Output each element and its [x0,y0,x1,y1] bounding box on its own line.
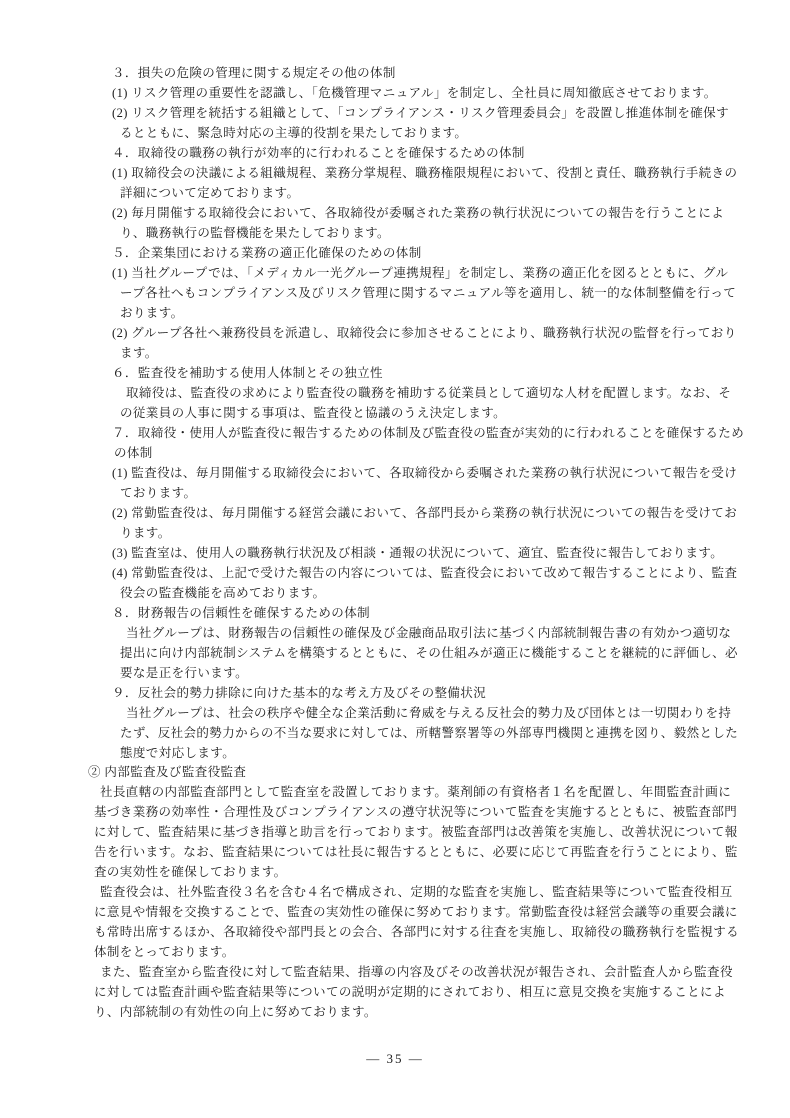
text-line: の体制 [114,446,153,460]
text-line: ５．企業集団における業務の適正化確保のための体制 [112,246,422,260]
text-line: ます。 [120,346,158,360]
text-line: ４．取締役の職務の執行が効率的に行われることを確保するための体制 [112,146,525,160]
text-line: ３．損失の危険の管理に関する規定その他の体制 [112,66,396,80]
text-line: ープ各社へもコンプライアンス及びリスク管理に関するマニュアル等を適用し、統一的な体制整備を行って [120,286,737,300]
text-line: 告を行います。なお、監査結果については社長に報告するとともに、必要に応じて再監査を行うことにより、監 [94,845,738,859]
text-line: 提出に向け内部統制システムを構築するとともに、その仕組みが適正に機能することを継続的に評価し、必 [120,646,738,660]
text-line: 取締役は、監査役の求めにより監査役の職務を補助する従業員として適切な人材を配置します。なお、そ [126,386,732,400]
text-line: また、監査室から監査役に対して監査結果、指導の内容及びその改善状況が報告され、会計監査人から監査役 [100,965,733,979]
text-line: たず、反社会的勢力からの不当な要求に対しては、所轄警察署等の外部専門機関と連携を図り、毅然とした [120,726,739,740]
text-line: 役会の監査機能を高めております。 [120,586,326,600]
text-line: ８．財務報告の信頼性を確保するための体制 [112,606,371,620]
text-line: 監査役会は、社外監査役３名を含む４名で構成され、定期的な監査を実施し、監査結果等について監査役相互 [100,885,733,899]
text-line: り、職務執行の監督機能を果たしております。 [120,226,390,240]
text-line: (3) 監査室は、使用人の職務執行状況及び相談・通報の状況について、適宜、監査役に報告しております。 [112,546,724,560]
text-line: (4) 常勤監査役は、上記で受けた報告の内容については、監査役会において改めて報告することにより、監査 [112,566,738,580]
text-line: 態度で対応します。 [120,746,236,760]
text-line: に対して、監査結果に基づき指導と助言を行っております。被監査部門は改善策を実施し、改善状況について報 [94,825,738,839]
text-line: おります。 [120,306,184,320]
text-line: ９．反社会的勢力排除に向けた基本的な考え方及びその整備状況 [112,686,487,700]
text-line: の従業員の人事に関する事項は、監査役と協議のうえ決定します。 [120,406,507,420]
text-line: 要な是正を行います。 [120,666,249,680]
text-line: も常時出席するほか、各取締役や部門長との会合、各部門に対する往査を実施し、取締役の職務執行を監視する [94,925,740,939]
page-number: ― 35 ― [366,1051,424,1066]
text-line: ７．取締役・使用人が監査役に報告するための体制及び監査役の監査が実効的に行われることを確保するため [112,426,745,440]
text-line: 当社グループは、社会の秩序や健全な企業活動に脅威を与える反社会的勢力及び団体とは一切関わりを持 [126,706,732,720]
text-line: ります。 [120,526,171,540]
internal-control-system-section [112,63,762,763]
text-line: るとともに、緊急時対応の主導的役割を果たしております。 [120,126,468,140]
text-line: (2) 常勤監査役は、毎月開催する経営会議において、各部門長から業務の執行状況についての報告を受けてお [112,506,738,520]
text-line: (2) 毎月開催する取締役会において、各取締役が委嘱された業務の執行状況についての報告を行うことによ [112,206,725,220]
text-line: 社長直轄の内部監査部門として監査室を設置しております。薬剤師の有資格者１名を配置し、年間監査計画に [100,785,732,799]
text-line: に意見や情報を交換することで、監査の実効性の確保に努めております。常勤監査役は経営会議等の重要会議に [94,905,738,919]
text-line: 当社グループは、財務報告の信頼性の確保及び金融商品取引法に基づく内部統制報告書の有効かつ適切な [126,626,732,640]
text-line: ております。 [120,486,197,500]
text-line: (1) 当社グループでは、「メディカル一光グループ連携規程」を制定し、業務の適正化を図るとともに、グル [112,266,729,280]
text-line: (2) リスク管理を統括する組織として、「コンプライアンス・リスク管理委員会」を設置し推進体制を確保す [112,106,729,120]
text-line: (2) グループ各社へ兼務役員を派遣し、取締役会に参加させることにより、職務執行状況の監督を行っており [112,326,737,340]
text-line: ６．監査役を補助する使用人体制とその独立性 [112,366,383,380]
text-line: 詳細について定めております。 [120,186,300,200]
text-line: り、内部統制の有効性の向上に努めております。 [94,1005,377,1019]
text-line: ② 内部監査及び監査役監査 [88,765,247,779]
internal-audit-section [88,762,768,1022]
text-line: (1) 監査役は、毎月開催する取締役会において、各取締役から委嘱された業務の執行状況について報告を受け [112,466,738,480]
text-line: に対しては監査計画や監査結果等についての説明が定期的にされており、相互に意見交換を実施することによ [94,985,726,999]
text-line: (1) リスク管理の重要性を認識し、「危機管理マニュアル」を制定し、全社員に周知徹底させております。 [112,86,717,100]
text-line: 基づき業務の効率性・合理性及びコンプライアンスの遵守状況等について監査を実施するとともに、被監査部門 [94,805,738,819]
text-line: 体制をとっております。 [94,945,235,959]
text-line: (1) 取締役会の決議による組織規程、業務分掌規程、職務権限規程において、役割と責任、職務執行手続きの [112,166,738,180]
text-line: 査の実効性を確保しております。 [94,865,287,879]
